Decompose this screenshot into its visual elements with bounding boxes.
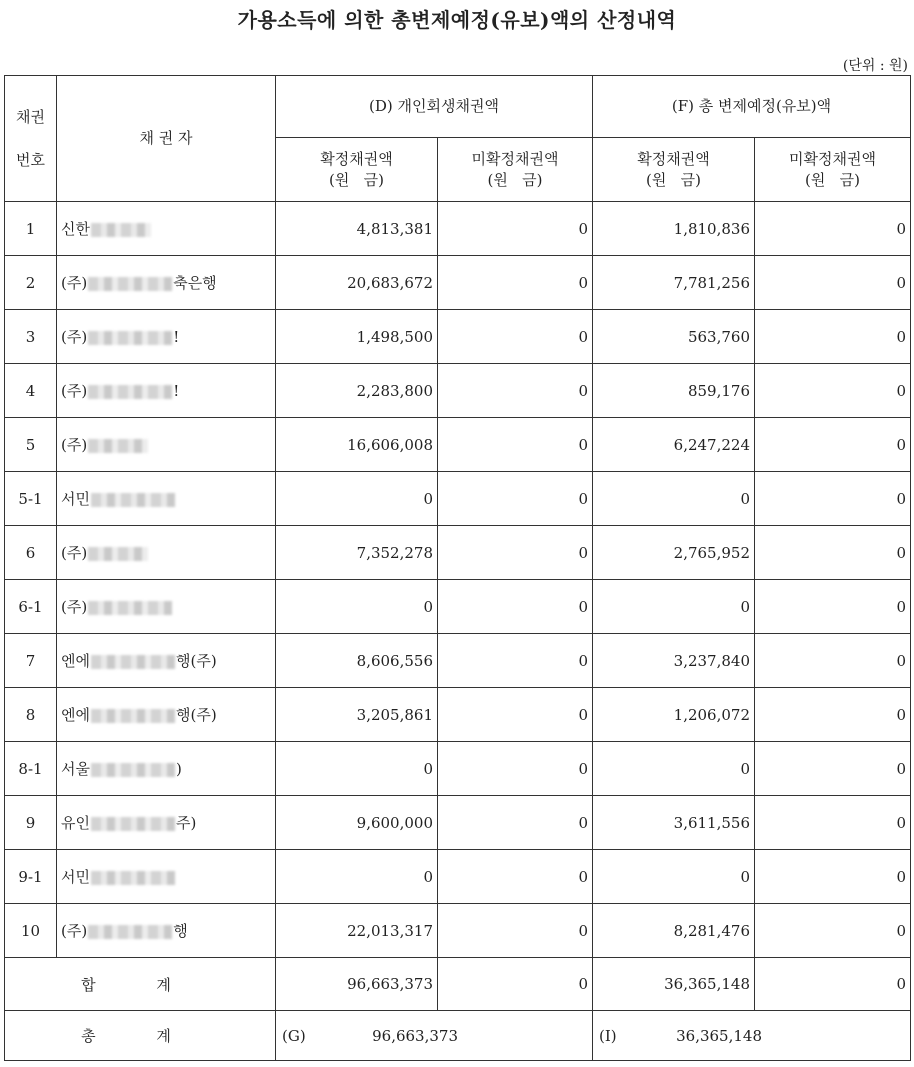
f-confirmed: 3,611,556	[593, 796, 755, 850]
table-row	[5, 580, 911, 634]
f-confirmed: 0	[593, 850, 755, 904]
d-unconfirmed: 0	[438, 202, 593, 256]
d-confirmed: 20,683,672	[276, 256, 438, 310]
creditor-name	[57, 202, 276, 256]
redacted-name	[91, 871, 175, 885]
table-row	[5, 472, 911, 526]
f-unconfirmed: 0	[755, 256, 911, 310]
creditor-name-suffix: )	[175, 760, 182, 778]
creditor-no: 10	[5, 904, 57, 958]
table-row	[5, 634, 911, 688]
creditor-name-prefix: (주)	[61, 436, 88, 454]
f-confirmed: 1,810,836	[593, 202, 755, 256]
creditor-name-prefix: 신한	[61, 220, 90, 238]
creditor-name-prefix: 서민	[61, 490, 90, 508]
sum-label	[5, 958, 276, 1011]
f-unconfirmed: 0	[755, 472, 911, 526]
table-row	[5, 310, 911, 364]
f-unconfirmed: 0	[755, 634, 911, 688]
creditor-name	[57, 742, 276, 796]
total-g-value: 96,663,373	[372, 1026, 458, 1045]
table-row	[5, 256, 911, 310]
redacted-name	[91, 709, 175, 723]
f-confirmed: 859,176	[593, 364, 755, 418]
f-confirmed: 8,281,476	[593, 904, 755, 958]
sum-row	[5, 958, 911, 1011]
redacted-name	[88, 601, 172, 615]
d-confirmed: 9,600,000	[276, 796, 438, 850]
d-unconfirmed: 0	[438, 310, 593, 364]
total-i	[593, 1027, 910, 1045]
total-i-marker: (I)	[599, 1026, 617, 1045]
redacted-name	[91, 493, 175, 507]
f-unconfirmed: 0	[755, 742, 911, 796]
d-confirmed: 0	[276, 580, 438, 634]
f-unconfirmed: 0	[755, 364, 911, 418]
d-unconfirmed: 0	[438, 688, 593, 742]
header-d-confirmed-sub: (원 금)	[329, 170, 384, 189]
f-unconfirmed: 0	[755, 796, 911, 850]
total-label	[5, 1011, 276, 1061]
d-confirmed: 0	[276, 850, 438, 904]
header-d-confirmed-label: 확정채권액	[320, 150, 393, 169]
total-g-cell	[276, 1011, 593, 1061]
d-unconfirmed: 0	[438, 904, 593, 958]
f-unconfirmed: 0	[755, 418, 911, 472]
creditor-name	[57, 418, 276, 472]
creditor-name	[57, 688, 276, 742]
creditor-no: 8-1	[5, 742, 57, 796]
creditor-no: 6	[5, 526, 57, 580]
creditor-no: 9-1	[5, 850, 57, 904]
total-row	[5, 1011, 911, 1061]
header-f-confirmed-label: 확정채권액	[637, 150, 710, 169]
redacted-name	[88, 331, 172, 345]
d-confirmed: 22,013,317	[276, 904, 438, 958]
creditor-name-prefix: (주)	[61, 274, 88, 292]
redacted-name	[88, 547, 148, 561]
header-d-unconfirmed	[438, 138, 593, 202]
d-confirmed: 3,205,861	[276, 688, 438, 742]
f-unconfirmed: 0	[755, 310, 911, 364]
f-unconfirmed: 0	[755, 904, 911, 958]
creditor-name	[57, 634, 276, 688]
header-f-confirmed	[593, 138, 755, 202]
f-confirmed: 563,760	[593, 310, 755, 364]
table-row	[5, 688, 911, 742]
creditor-name-prefix: 서민	[61, 868, 90, 886]
header-creditor-no-line1: 채권	[16, 108, 45, 127]
creditor-name-prefix: 엔에	[61, 652, 90, 670]
creditor-name-prefix: (주)	[61, 598, 88, 616]
f-confirmed: 6,247,224	[593, 418, 755, 472]
creditor-name-suffix: 주)	[175, 814, 197, 832]
creditor-no: 3	[5, 310, 57, 364]
f-confirmed: 0	[593, 742, 755, 796]
total-i-cell	[593, 1011, 911, 1061]
d-unconfirmed: 0	[438, 364, 593, 418]
f-confirmed: 2,765,952	[593, 526, 755, 580]
creditor-name-suffix: !	[173, 382, 180, 400]
d-confirmed: 8,606,556	[276, 634, 438, 688]
creditor-name	[57, 580, 276, 634]
d-unconfirmed: 0	[438, 742, 593, 796]
d-unconfirmed: 0	[438, 634, 593, 688]
redacted-name	[91, 763, 175, 777]
creditor-name-suffix: 축은행	[173, 274, 217, 292]
header-d-unconfirmed-label: 미확정채권액	[471, 150, 559, 169]
redacted-name	[91, 817, 175, 831]
sum-f-confirmed: 36,365,148	[593, 958, 755, 1011]
sum-f-unconfirmed: 0	[755, 958, 911, 1011]
creditor-name-prefix: 유인	[61, 814, 90, 832]
table-row	[5, 418, 911, 472]
redacted-name	[91, 655, 175, 669]
f-confirmed: 1,206,072	[593, 688, 755, 742]
table-row	[5, 904, 911, 958]
d-unconfirmed: 0	[438, 256, 593, 310]
header-f-unconfirmed-label: 미확정채권액	[789, 150, 876, 169]
d-unconfirmed: 0	[438, 796, 593, 850]
creditor-name-prefix: 서울	[61, 760, 90, 778]
f-unconfirmed: 0	[755, 526, 911, 580]
table-row	[5, 742, 911, 796]
creditor-name	[57, 310, 276, 364]
d-unconfirmed: 0	[438, 418, 593, 472]
creditor-no: 5-1	[5, 472, 57, 526]
redacted-name	[88, 277, 172, 291]
creditor-name-suffix: 행(주)	[175, 652, 217, 670]
d-unconfirmed: 0	[438, 850, 593, 904]
creditor-name-suffix: 행	[173, 922, 188, 940]
d-confirmed: 1,498,500	[276, 310, 438, 364]
table-row	[5, 364, 911, 418]
table-row	[5, 850, 911, 904]
table-row	[5, 796, 911, 850]
creditor-no: 7	[5, 634, 57, 688]
sum-label-text: 합 계	[81, 975, 199, 994]
creditor-name	[57, 850, 276, 904]
sum-d-unconfirmed: 0	[438, 958, 593, 1011]
header-f-unconfirmed-sub: (원 금)	[805, 170, 860, 189]
total-label-text: 총 계	[81, 1027, 199, 1045]
f-confirmed: 0	[593, 472, 755, 526]
d-unconfirmed: 0	[438, 526, 593, 580]
header-creditor: 채 권 자	[57, 76, 276, 202]
creditor-no: 9	[5, 796, 57, 850]
creditor-no: 4	[5, 364, 57, 418]
creditor-no: 5	[5, 418, 57, 472]
table-row	[5, 202, 911, 256]
redacted-name	[88, 439, 148, 453]
header-creditor-no-line2: 번호	[16, 150, 45, 169]
total-i-value: 36,365,148	[676, 1026, 762, 1045]
f-confirmed: 7,781,256	[593, 256, 755, 310]
creditor-no: 1	[5, 202, 57, 256]
unit-label: (단위 : 원)	[842, 58, 908, 74]
creditor-no: 8	[5, 688, 57, 742]
header-d-confirmed	[276, 138, 438, 202]
redacted-name	[91, 223, 151, 237]
creditor-name-suffix: !	[173, 328, 180, 346]
creditor-name	[57, 364, 276, 418]
sum-d-confirmed: 96,663,373	[276, 958, 438, 1011]
document-title: 가용소득에 의한 총변제예정(유보)액의 산정내역	[237, 8, 677, 32]
header-group-f: (F) 총 변제예정(유보)액	[593, 76, 911, 138]
creditor-name	[57, 526, 276, 580]
header-group-d: (D) 개인회생채권액	[276, 76, 593, 138]
creditor-name-suffix: 행(주)	[175, 706, 217, 724]
creditor-name-prefix: (주)	[61, 328, 88, 346]
header-f-unconfirmed	[755, 138, 911, 202]
redacted-name	[88, 925, 172, 939]
repayment-table	[4, 75, 911, 1061]
f-unconfirmed: 0	[755, 688, 911, 742]
redacted-name	[88, 385, 172, 399]
d-confirmed: 0	[276, 472, 438, 526]
creditor-name	[57, 256, 276, 310]
d-confirmed: 7,352,278	[276, 526, 438, 580]
d-unconfirmed: 0	[438, 580, 593, 634]
header-d-unconfirmed-sub: (원 금)	[487, 170, 543, 189]
d-confirmed: 0	[276, 742, 438, 796]
creditor-name	[57, 472, 276, 526]
creditor-no: 2	[5, 256, 57, 310]
creditor-name-prefix: 엔에	[61, 706, 90, 724]
table-row	[5, 526, 911, 580]
creditor-name	[57, 796, 276, 850]
d-confirmed: 16,606,008	[276, 418, 438, 472]
f-unconfirmed: 0	[755, 580, 911, 634]
f-unconfirmed: 0	[755, 850, 911, 904]
d-confirmed: 2,283,800	[276, 364, 438, 418]
creditor-name-prefix: (주)	[61, 922, 88, 940]
creditor-name	[57, 904, 276, 958]
header-f-confirmed-sub: (원 금)	[646, 170, 701, 189]
total-g	[276, 1027, 592, 1045]
d-unconfirmed: 0	[438, 472, 593, 526]
total-g-marker: (G)	[282, 1026, 306, 1045]
f-confirmed: 0	[593, 580, 755, 634]
f-confirmed: 3,237,840	[593, 634, 755, 688]
creditor-name-prefix: (주)	[61, 382, 88, 400]
f-unconfirmed: 0	[755, 202, 911, 256]
creditor-no: 6-1	[5, 580, 57, 634]
creditor-name-prefix: (주)	[61, 544, 88, 562]
d-confirmed: 4,813,381	[276, 202, 438, 256]
header-creditor-no	[5, 76, 57, 202]
